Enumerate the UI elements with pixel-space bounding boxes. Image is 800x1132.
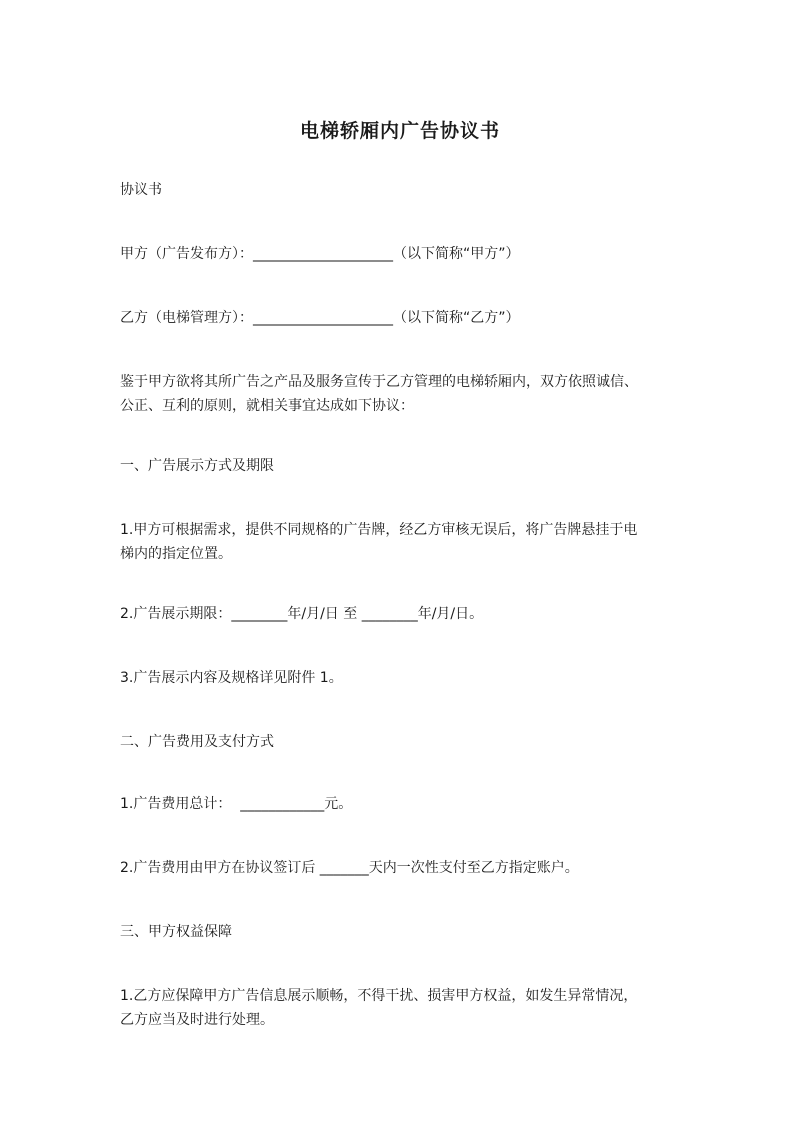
clause-3-1-line-1: 1.乙方应保障甲方广告信息展示顺畅，不得干扰、损害甲方权益，如发生异常情况， [120,988,638,1004]
preamble-line-2: 公正、互利的原则，就相关事宜达成如下协议： [120,398,414,414]
document-title: 电梯轿厢内广告协议书 [299,120,500,142]
clause-1-2: 2.广告展示期限：________年/月/日 至 ________年/月/日。 [120,606,484,622]
clause-1-1-line-2: 梯内的指定位置。 [120,546,232,562]
section-2-heading: 二、广告费用及支付方式 [120,734,274,750]
clause-1-1-line-1: 1.甲方可根据需求，提供不同规格的广告牌，经乙方审核无误后，将广告牌悬挂于电 [120,522,638,538]
heading-agreement: 协议书 [120,182,162,198]
clause-3-1-line-2: 乙方应当及时进行处理。 [120,1012,274,1028]
section-1-heading: 一、广告展示方式及期限 [120,458,274,474]
clause-2-2: 2.广告费用由甲方在协议签订后 _______天内一次性支付至乙方指定账户。 [120,860,579,876]
clause-1-3: 3.广告展示内容及规格详见附件 1。 [120,670,343,686]
preamble-line-1: 鉴于甲方欲将其所广告之产品及服务宣传于乙方管理的电梯轿厢内，双方依照诚信、 [120,374,638,390]
clause-2-1: 1.广告费用总计： ____________元。 [120,796,353,812]
party-a-line: 甲方（广告发布方）：____________________（以下简称“甲方”） [120,246,520,262]
section-3-heading: 三、甲方权益保障 [120,924,232,940]
party-b-line: 乙方（电梯管理方）：____________________（以下简称“乙方”） [120,310,520,326]
